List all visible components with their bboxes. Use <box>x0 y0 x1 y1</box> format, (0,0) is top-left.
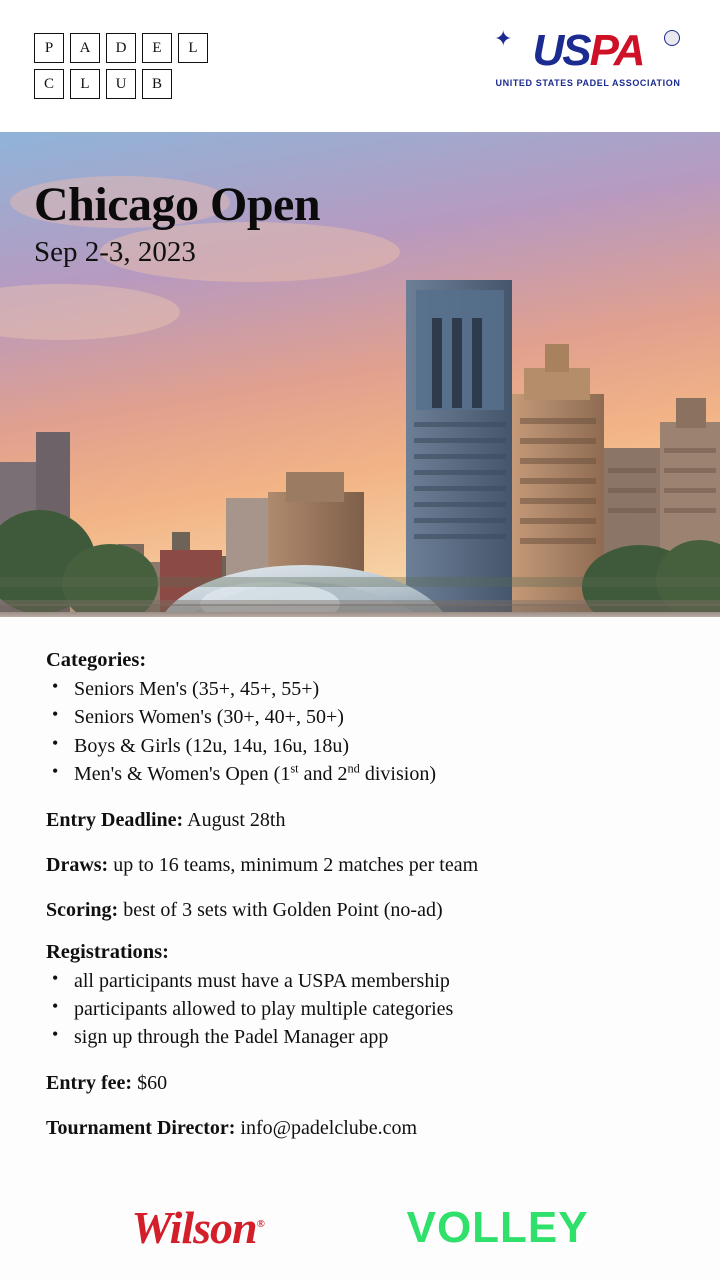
entry-fee-section <box>46 1069 674 1097</box>
categories-heading: Categories: <box>46 649 147 671</box>
registrations-heading: Registrations: <box>46 940 169 963</box>
wilson-logo: Wilson ® <box>131 1201 263 1254</box>
list-item: • Seniors Men's (35+, 45+, 55+) <box>46 675 674 703</box>
list-item: • all participants must have a USPA membership <box>46 967 674 995</box>
star-icon: ✦ <box>494 26 513 51</box>
tournament-director-section <box>46 1114 674 1142</box>
draws-label: Draws: <box>46 853 109 876</box>
open-prefix: Men's & Women's Open (1 <box>74 763 291 786</box>
list-item: • Boys & Girls (12u, 14u, 16u, 18u) <box>46 732 674 760</box>
logo-letter: U <box>106 69 136 99</box>
padel-ball-icon <box>664 30 680 46</box>
list-item: • Seniors Women's (30+, 40+, 50+) <box>46 703 674 731</box>
draws-value: up to 16 teams, minimum 2 matches per team <box>113 853 479 876</box>
padel-club-logo <box>34 33 208 99</box>
logo-row-club <box>34 69 208 99</box>
list-item: • participants allowed to play multiple categories <box>46 995 674 1023</box>
registrations-list <box>46 967 674 1052</box>
header <box>0 0 720 132</box>
categories-list <box>46 675 674 789</box>
scoring-section <box>46 896 674 924</box>
open-sup-first: st <box>290 761 299 776</box>
logo-letter: B <box>142 69 172 99</box>
entry-deadline-value: August 28th <box>187 808 286 831</box>
logo-letter: L <box>178 33 208 63</box>
uspa-subtitle: UNITED STATES PADEL ASSOCIATION <box>495 78 681 88</box>
hero-image <box>0 132 720 617</box>
uspa-us-text: US <box>532 26 590 75</box>
entry-fee-label: Entry fee: <box>46 1071 133 1094</box>
entry-fee-value: $60 <box>137 1071 168 1094</box>
draws-section <box>46 851 674 879</box>
sponsor-bar <box>0 1201 720 1254</box>
scoring-value: best of 3 sets with Golden Point (no-ad) <box>123 898 443 921</box>
tournament-director-email[interactable]: info@padelclube.com <box>240 1116 418 1139</box>
logo-letter: C <box>34 69 64 99</box>
scoring-label: Scoring: <box>46 898 119 921</box>
registrations-section <box>46 941 674 1052</box>
uspa-logo <box>490 26 686 88</box>
flyer-details <box>0 617 720 1142</box>
open-mid: and 2 <box>298 763 348 786</box>
logo-letter: P <box>34 33 64 63</box>
logo-letter: D <box>106 33 136 63</box>
list-item: • sign up through the Padel Manager app <box>46 1023 674 1051</box>
logo-letter: E <box>142 33 172 63</box>
tournament-director-label: Tournament Director: <box>46 1116 236 1139</box>
logo-row-padel <box>34 33 208 63</box>
entry-deadline-section <box>46 806 674 834</box>
volley-logo: VOLLEY <box>406 1202 589 1252</box>
uspa-pa-text: PA <box>589 26 644 75</box>
entry-deadline-label: Entry Deadline: <box>46 808 184 831</box>
uspa-wordmark <box>490 26 686 76</box>
event-date: Sep 2-3, 2023 <box>34 236 196 269</box>
logo-letter: A <box>70 33 100 63</box>
page-title: Chicago Open <box>34 178 321 231</box>
list-item-open-division <box>46 760 674 788</box>
categories-section <box>46 649 674 789</box>
hero-text-block <box>34 180 320 269</box>
open-sup-second: nd <box>347 761 360 776</box>
logo-letter: L <box>70 69 100 99</box>
open-suffix: division) <box>359 763 436 786</box>
